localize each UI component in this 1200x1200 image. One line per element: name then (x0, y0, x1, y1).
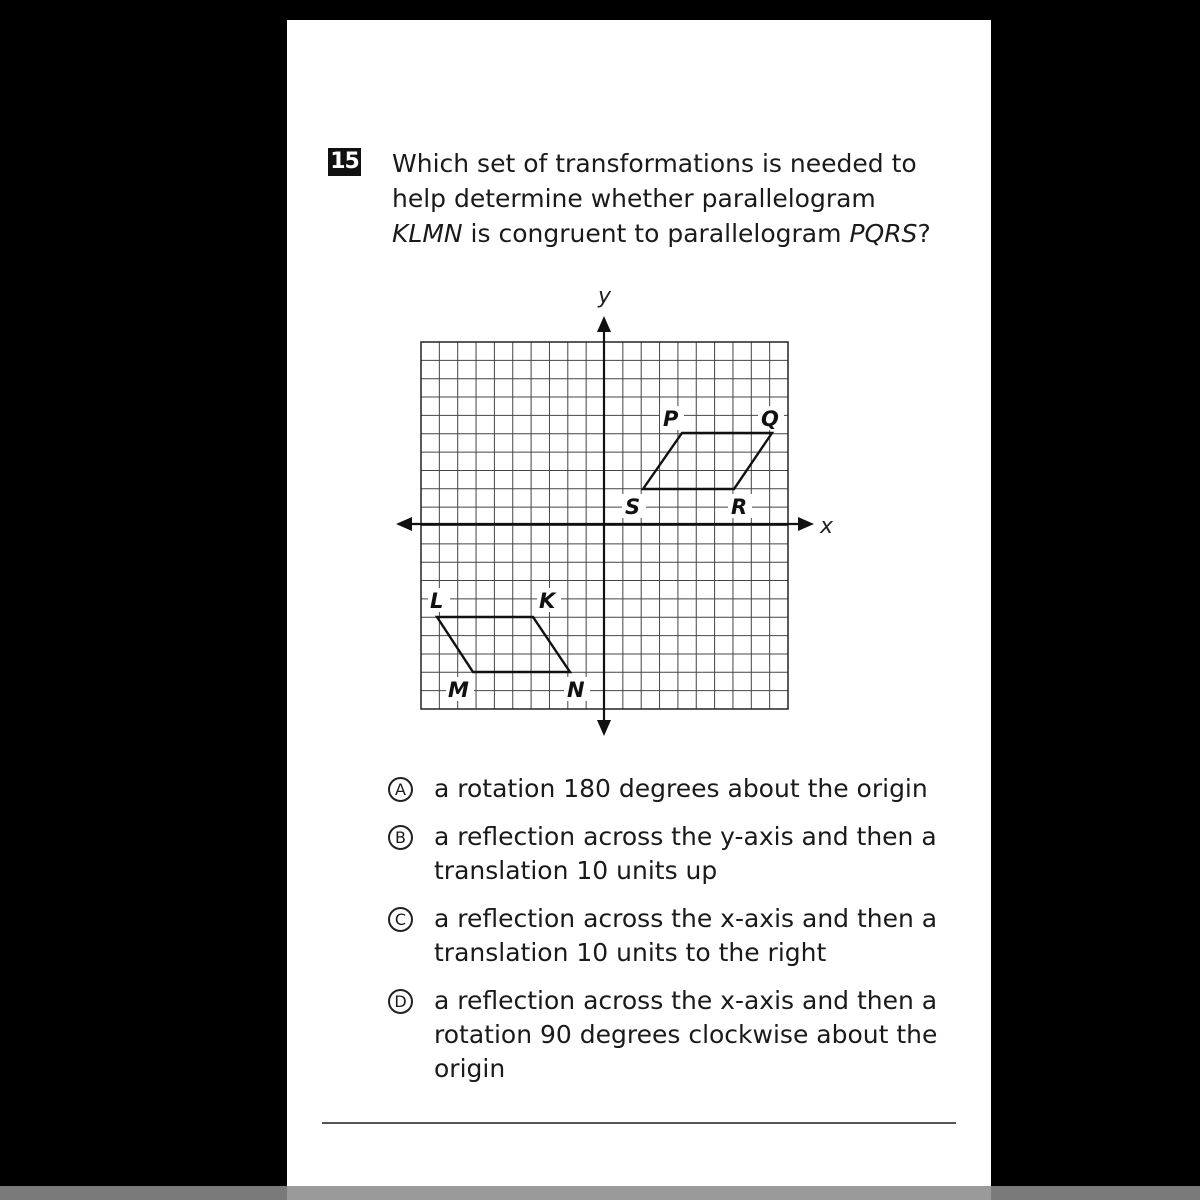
choice-a-line-1: a rotation 180 degrees about the origin (434, 774, 928, 803)
choice-c-bubble[interactable]: C (388, 907, 413, 932)
bottom-scrollbar[interactable] (0, 1186, 1200, 1200)
question-line-3 (392, 216, 952, 251)
question-mark: ? (917, 219, 931, 248)
y-axis-label: y (598, 284, 612, 309)
parallelogram-klmn (437, 617, 570, 672)
point-label-s: S (625, 495, 641, 519)
choice-d[interactable] (388, 984, 968, 1086)
choice-c-line-1: a reflection across the x-axis and then a (434, 904, 938, 933)
question-line-3-middle: is congruent to parallelogram (462, 219, 850, 248)
y-axis-bottom-arrow (597, 720, 611, 736)
point-label-p: P (663, 407, 679, 431)
choice-d-line-3: origin (434, 1054, 506, 1083)
choice-b-line-2: translation 10 units up (434, 856, 718, 885)
question-line-1: Which set of transformations is needed to (392, 149, 917, 178)
point-label-k: K (539, 589, 556, 613)
choice-c[interactable] (388, 902, 968, 970)
point-label-m: M (448, 678, 469, 702)
question-line-2: help determine whether parallelogram (392, 184, 876, 213)
choice-d-line-1: a reflection across the x-axis and then a (434, 986, 938, 1015)
choice-b-line-1: a reflection across the y-axis and then a (434, 822, 937, 851)
x-axis-label: x (820, 514, 834, 539)
choice-a-bubble[interactable]: A (388, 777, 413, 802)
scrollbar-thumb[interactable] (287, 1186, 991, 1200)
choice-a[interactable] (388, 772, 968, 806)
question-number: 15 (328, 148, 361, 176)
choice-b-bubble[interactable]: B (388, 825, 413, 850)
shape-name-klmn: KLMN (392, 219, 463, 248)
x-axis-left-arrow (396, 517, 412, 531)
x-axis-right-arrow (798, 517, 814, 531)
bottom-rule (322, 1122, 956, 1124)
point-label-q: Q (761, 407, 779, 431)
y-axis-top-arrow (597, 316, 611, 332)
parallelogram-pqrs (643, 433, 772, 489)
shape-name-pqrs: PQRS (849, 219, 918, 248)
point-label-l: L (430, 589, 444, 613)
coordinate-graph (390, 280, 850, 740)
choice-b[interactable] (388, 820, 968, 888)
point-label-r: R (731, 495, 748, 519)
choice-d-line-2: rotation 90 degrees clockwise about the (434, 1020, 938, 1049)
question-text (392, 146, 952, 251)
choice-d-bubble[interactable]: D (388, 989, 413, 1014)
answer-choices (388, 772, 968, 1100)
point-label-n: N (567, 678, 585, 702)
choice-c-line-2: translation 10 units to the right (434, 938, 827, 967)
